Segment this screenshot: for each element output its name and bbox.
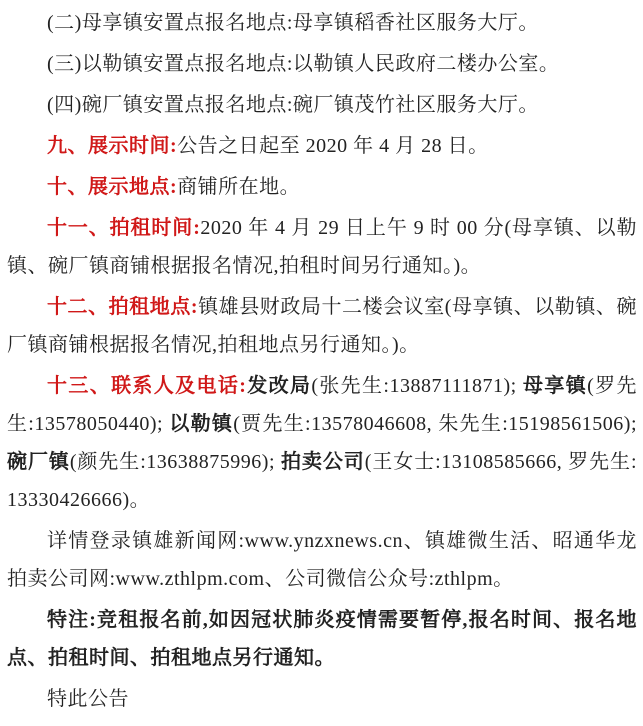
text-run: (王女士:13108585666, 罗先生:13330426666)。: [7, 451, 638, 511]
section-heading: 十一、拍租时间:: [47, 217, 201, 239]
paragraph-signup-location-wanchang: [7, 86, 637, 124]
emphasis-run: 以勒镇: [169, 413, 234, 435]
emphasis-run: 碗厂镇: [7, 451, 70, 473]
text-run: 2020 年 4 月 29 日上午 9 时 00 分(母享镇、以勒镇、碗厂镇商铺根据报名情况,拍租时间另行通知。)。: [7, 217, 637, 277]
paragraph-website-info: [7, 522, 637, 598]
text-run: (贾先生:13578046608, 朱先生:15198561506);: [233, 413, 637, 435]
paragraph-section-9-display-time: [7, 127, 637, 165]
emphasis-run: 拍卖公司: [280, 451, 365, 473]
emphasis-run: 发改局: [246, 375, 312, 397]
text-run: (颜先生:13638875996);: [69, 451, 281, 473]
text-run: (三)以勒镇安置点报名地点:以勒镇人民政府二楼办公室。: [47, 53, 560, 75]
text-run: 商铺所在地。: [177, 176, 301, 198]
text-run: 公告之日起至 2020 年 4 月 28 日。: [177, 135, 489, 157]
text-run: 详情登录镇雄新闻网:www.ynzxnews.cn、镇雄微生活、昭通华龙拍卖公司网:www.zthlpm.com、公司微信公众号:zthlpm。: [7, 530, 637, 590]
emphasis-run: 特注:竞租报名前,如因冠状肺炎疫情需要暂停,报名时间、报名地点、拍租时间、拍租地点另行通知。: [7, 609, 637, 669]
text-run: 镇雄县财政局十二楼会议室(母享镇、以勒镇、碗厂镇商铺根据报名情况,拍租地点另行通知。)。: [7, 296, 637, 356]
paragraph-section-10-display-location: [7, 168, 637, 206]
paragraph-section-12-auction-location: [7, 288, 637, 364]
section-heading: 十、展示地点:: [47, 176, 178, 198]
section-heading: 九、展示时间:: [47, 135, 178, 157]
text-run: (二)母享镇安置点报名地点:母享镇稻香社区服务大厅。: [47, 12, 539, 34]
paragraph-section-13-contacts: [7, 367, 637, 519]
emphasis-run: 母享镇: [523, 375, 588, 397]
section-heading: 十三、联系人及电话:: [47, 375, 247, 397]
section-heading: 十二、拍租地点:: [47, 296, 199, 318]
paragraph-section-11-auction-time: [7, 209, 637, 285]
paragraph-signup-location-muxiang: [7, 4, 637, 42]
paragraph-special-note: [7, 601, 637, 677]
text-run: (张先生:13887111871);: [311, 375, 524, 397]
paragraph-closing: [7, 680, 637, 718]
paragraph-signup-location-yile: [7, 45, 637, 83]
text-run: 特此公告: [47, 688, 129, 710]
text-run: (四)碗厂镇安置点报名地点:碗厂镇茂竹社区服务大厅。: [47, 94, 539, 116]
text-run: (罗先生:13578050440);: [7, 375, 637, 435]
